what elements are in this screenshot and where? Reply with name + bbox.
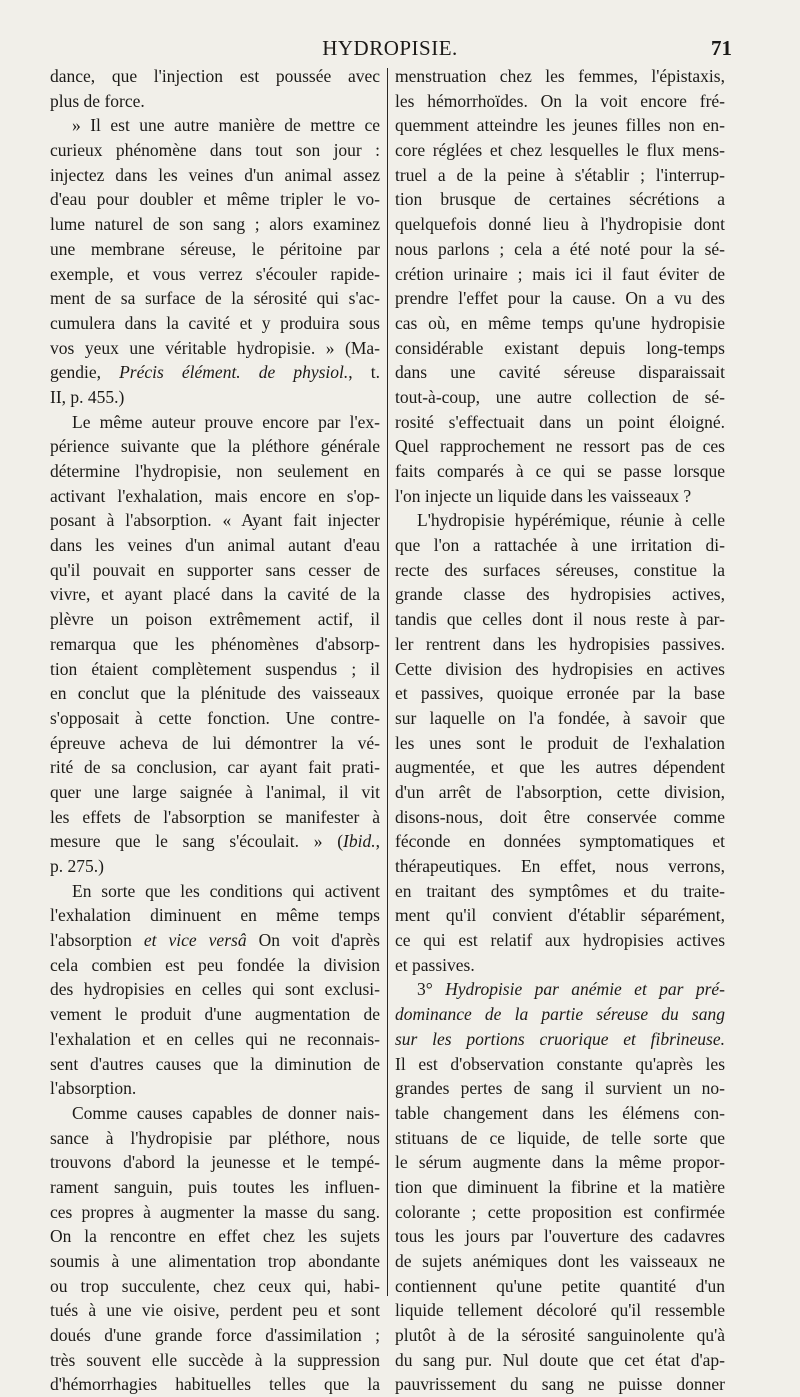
text-line [50,336,380,361]
text-line-roman: périence suivante que la pléthore générale [50,436,380,457]
text-columns [50,64,726,1395]
text-line-roman: augmentée, et que les autres dépendent [395,757,725,778]
text-line-roman: une membrane séreuse, le péritoine par [50,238,380,259]
text-line [395,64,725,89]
text-line-roman: On la rencontre en effet chez les sujets [50,1226,380,1247]
text-line [50,1175,380,1200]
text-line [50,780,380,805]
text-line-roman: Comme causes capables de donner nais- [72,1102,380,1123]
text-line-roman: en conclut que la plénitude des vaisseaux [50,683,380,704]
text-line [50,1249,380,1274]
page-number: 71 [711,36,732,60]
text-line-roman: le sérum augmente dans la même propor- [395,1152,725,1173]
text-line [50,903,380,928]
text-line-roman: L'hydropisie hypérémique, réunie à celle [417,510,725,531]
text-line [50,262,380,287]
text-line-roman: pauvrissement du sang ne puisse donner [395,1374,725,1395]
text-line-roman: table changement dans les élémens con- [395,1102,725,1123]
text-line [395,1323,725,1348]
text-line-roman: plus de force. [50,90,145,111]
text-line-roman: considérable existant depuis long-temps [395,337,725,358]
text-line [50,582,380,607]
text-line-roman: 3° [417,979,446,1000]
text-line [395,1101,725,1126]
text-line-roman: nous parlons ; cela a été noté pour la sé- [395,238,725,259]
text-line [50,459,380,484]
text-line-roman: tion que diminuent la fibrine et la matière [395,1176,725,1197]
text-line-roman: dans une cavité séreuse disparaissait [395,362,725,383]
text-line [395,286,725,311]
text-line-roman: que l'on a rattachée à une irritation di- [395,535,725,556]
text-line-roman: tion brusque de certaines sécrétions a [395,189,725,210]
text-line-roman: dans les veines d'un animal autant d'eau [50,535,380,556]
left-column [50,64,380,1395]
text-line [395,731,725,756]
text-line [50,385,380,410]
text-line [50,681,380,706]
text-line-italic: Précis élément. de physiol. [119,362,349,383]
text-line-roman: féconde en données symptomatiques et [395,831,725,852]
text-line-roman: l'on injecte un liquide dans les vaisseaux ? [395,485,692,506]
text-line-roman: trouvons d'abord la jeunesse et le tempé- [50,1152,380,1173]
text-line [50,1150,380,1175]
text-line [395,657,725,682]
text-line [395,879,725,904]
text-line [395,1175,725,1200]
text-line [50,1224,380,1249]
text-line [395,508,725,533]
text-line [395,484,725,509]
text-line [50,163,380,188]
text-line [50,1200,380,1225]
text-line-roman: grande classe des hydropisies actives, [395,584,725,605]
text-line-roman: très souvent elle succède à la suppression [50,1349,380,1370]
text-line [395,829,725,854]
text-line [50,731,380,756]
text-line-roman: quelquefois donné lieu à l'hydropisie dont [395,214,725,235]
text-line-roman: p. 275.) [50,856,104,876]
text-line [50,434,380,459]
text-line [50,138,380,163]
text-line [395,1076,725,1101]
text-line-roman: plèvre un poison extrêmement actif, il [50,609,380,630]
text-line-roman: ce qui est relatif aux hydropisies actives [395,930,725,951]
text-line [50,1002,380,1027]
text-line-roman-tail: , t. [348,362,380,383]
text-line-roman: posant à l'absorption. « Ayant fait injecter [50,510,380,531]
text-line [50,360,380,385]
text-line-roman: vement le produit d'une augmentation de [50,1004,380,1025]
text-line-roman: Le même auteur prouve encore par l'ex- [72,411,380,432]
text-line-roman: II, p. 455.) [50,386,125,407]
text-line [50,533,380,558]
text-line [395,558,725,583]
text-line [50,1126,380,1151]
text-line [395,262,725,287]
text-line [395,977,725,1002]
text-line-roman: épreuve acheva de lui démontrer la vé- [50,732,380,753]
text-line-roman-tail: , [375,831,380,852]
text-line-roman: détermine l'hydropisie, non seulement en [50,461,380,481]
text-line [50,953,380,978]
text-line-roman: sur laquelle on l'a fondée, à savoir que [395,707,725,728]
text-line [395,187,725,212]
text-line-roman: tués à une vie oisive, perdent peu et sont [50,1300,380,1321]
text-line-roman: tion étaient complètement suspendus ; il [50,658,380,679]
text-line [395,1348,725,1373]
right-column [395,64,726,1395]
text-line-roman: recte des surfaces séreuses, constitue la [395,559,725,580]
text-line [395,953,725,978]
text-line [50,410,380,435]
text-line [395,755,725,780]
text-line [50,1274,380,1299]
text-line-roman: tandis que celles dont il nous reste à par- [395,609,725,630]
text-line-roman: remarqua que les phénomènes d'absorp- [50,633,380,654]
text-line [50,286,380,311]
text-line-roman: quemment atteindre les jeunes filles non en- [395,115,725,136]
text-line [50,89,380,114]
text-line-roman: doués d'une grande force d'assimilation ; [50,1325,380,1346]
text-line-roman: et passives. [395,954,475,975]
text-line [50,1348,380,1373]
text-line-roman: l'exhalation diminuent en même temps [50,905,380,926]
text-line-roman: les hémorrhoïdes. On la voit encore fré- [395,90,725,111]
text-line [395,582,725,607]
running-head [48,36,732,62]
text-line [50,657,380,682]
text-line-roman: ler rentrent dans les hydropisies passives. [395,633,725,654]
text-line-roman: injectez dans les veines d'un animal assez [50,164,380,185]
text-line-roman: Il est d'observation constante qu'après les [395,1053,725,1074]
text-line-roman: quer une large saignée à l'animal, il vit [50,781,380,802]
text-line-roman: curieux phénomène dans tout son jour : [50,140,380,161]
text-line-roman: activant l'exhalation, mais encore en s'op- [50,485,380,506]
text-line-italic: Hydropisie par anémie et par pré- [445,979,726,1000]
text-line-roman: vivre, et ayant placé dans la cavité de la [50,584,380,605]
text-line [50,311,380,336]
text-line-italic: Ibid. [343,831,376,852]
text-line-roman: s'opposait à cette fonction. Une contre- [50,707,380,728]
text-line [395,138,725,163]
text-line [50,1052,380,1077]
text-line-roman: colorante ; cette proposition est confirmée [395,1201,725,1222]
text-line-roman: du sang pur. Nul doute que cet état d'ap- [395,1349,725,1370]
text-line-roman: les effets de l'absorption se manifester à [50,806,380,827]
text-line-roman: crétion urinaire ; mais ici il faut éviter de [395,263,725,284]
text-line [50,706,380,731]
text-line-roman: soumis à une alimentation trop abondante [50,1251,380,1271]
text-line [50,1323,380,1348]
text-line-roman: l'absorption. [50,1078,137,1099]
text-line [395,706,725,731]
text-line [395,607,725,632]
text-line-roman-tail: On voit d'après [246,930,380,951]
text-line-roman: ces propres à augmenter la masse du sang. [50,1201,380,1222]
text-line-roman: et passives, quoique erronée par la base [395,683,725,704]
text-line-italic: dominance de la partie séreuse du sang [395,1004,725,1025]
text-line [395,1298,725,1323]
text-line-roman: disons-nous, doit être conservée comme [395,806,725,827]
text-line [50,1076,380,1101]
column-divider [387,68,388,1296]
text-line [395,1372,725,1397]
text-line-roman: truel a de la peine à s'établir ; l'interrup- [395,164,725,185]
text-line-roman: » Il est une autre manière de mettre ce [72,115,380,136]
text-line [395,434,725,459]
text-line [395,1150,725,1175]
text-line [395,237,725,262]
text-line-roman: cela combien est peu fondée la division [50,954,380,975]
text-line-roman: liquide tellement décoloré qu'il ressemble [395,1300,725,1321]
text-line-roman: gendie, [50,362,120,383]
text-line [50,805,380,830]
text-line [50,484,380,509]
text-line [395,928,725,953]
text-line-roman: tous les jours par l'ouverture des cadavres [395,1226,725,1247]
text-line-roman: Quel rapprochement ne ressort pas de ces [395,436,725,457]
text-line [50,977,380,1002]
text-line-roman: menstruation chez les femmes, l'épistaxis, [395,66,725,86]
text-line-roman: tout-à-coup, une autre collection de sé- [395,386,725,407]
text-line [50,558,380,583]
text-line-roman: ment qu'il convient d'établir séparément, [395,905,725,926]
text-line-roman: rité de sa conclusion, car ayant fait prati- [50,757,380,778]
text-line-roman: qu'il pouvait en supporter sans cesser de [50,559,380,580]
text-line-roman: des hydropisies en celles qui sont exclusi- [50,979,380,1000]
text-line [395,410,725,435]
text-line [395,903,725,928]
text-line-roman: faits comparés à ce qui se passe lorsque [395,461,725,481]
text-line [50,854,380,879]
text-line [395,385,725,410]
text-line-roman: vos yeux une véritable hydropisie. » (Ma- [50,337,380,358]
text-line [395,1200,725,1225]
text-line [395,1002,725,1027]
text-line-roman: rament sanguin, puis toutes les influen- [50,1176,380,1197]
text-line [50,1027,380,1052]
text-line-italic: et vice versâ [143,930,247,951]
text-line [395,311,725,336]
text-line-roman: d'hémorrhagies habituelles telles que la [50,1374,380,1395]
text-line [50,1372,380,1397]
text-line-roman: les unes sont le produit de l'exhalation [395,732,725,753]
text-line [50,508,380,533]
text-line [50,64,380,89]
text-line-roman: stituans de ce liquide, de telle sorte que [395,1127,725,1148]
text-line-roman: en traitant des symptômes et du traite- [395,880,725,901]
text-line [50,755,380,780]
text-line [395,459,725,484]
text-line-roman: En sorte que les conditions qui activent [72,880,380,901]
text-line-roman: core réglées et chez lesquelles le flux mens- [395,140,725,161]
text-line-roman: grandes pertes de sang il survient un no- [395,1078,725,1099]
text-line-roman: ou trop succulente, chez ceux qui, habi- [50,1275,380,1296]
text-line-roman: sance à l'hydropisie par pléthore, nous [50,1127,380,1148]
text-line [50,113,380,138]
text-line [395,1126,725,1151]
text-line [50,829,380,854]
text-line-roman: d'eau pour doubler et même tripler le vo- [50,189,380,210]
text-line [50,928,380,953]
text-line-roman: de sujets anémiques dont les vaisseaux ne [395,1251,725,1271]
text-line-italic: sur les portions cruorique et fibrineuse. [395,1028,725,1049]
text-line-roman: thérapeutiques. En effet, nous verrons, [395,856,725,876]
text-line [395,336,725,361]
text-line-roman: contiennent qu'une petite quantité d'un [395,1275,725,1296]
text-line-roman: l'exhalation et en celles qui ne reconnais- [50,1028,380,1049]
text-line-roman: exemple, et vous verrez s'écouler rapide- [50,263,380,284]
text-line-roman: prendre l'effet pour la cause. On a vu des [395,288,725,309]
text-line [395,533,725,558]
text-line [395,163,725,188]
text-line [395,1224,725,1249]
text-line [395,360,725,385]
text-line [50,1298,380,1323]
text-line [395,632,725,657]
text-line [395,681,725,706]
text-line [50,607,380,632]
text-line [395,113,725,138]
text-line [50,1101,380,1126]
text-line-roman: lume naturel de son sang ; alors examinez [50,214,380,235]
text-line-roman: dance, que l'injection est poussée avec [50,66,380,86]
text-line-roman: rosité s'effectuait dans un point éloigné. [395,411,725,432]
text-line-roman: Cette division des hydropisies en actives [395,658,725,679]
text-line [395,805,725,830]
text-line [395,780,725,805]
text-line-roman: cumulera dans la cavité et y produira sous [50,312,380,333]
text-line [395,1027,725,1052]
text-line-roman: d'un arrêt de l'absorption, cette division, [395,781,725,802]
text-line-roman: ment de sa surface de la sérosité qui s'ac- [50,288,380,309]
text-line [395,854,725,879]
text-line-roman: sent d'autres causes que la diminution de [50,1053,380,1074]
text-line [395,212,725,237]
text-line [50,632,380,657]
text-line-roman: mesure que le sang s'écoulait. » ( [50,831,344,852]
running-title: HYDROPISIE. [322,36,458,60]
text-line-roman: l'absorption [50,930,144,951]
text-line [395,89,725,114]
text-line [50,212,380,237]
text-line [395,1249,725,1274]
text-line [395,1052,725,1077]
text-line [395,1274,725,1299]
text-line-roman: cas où, en même temps qu'une hydropisie [395,312,725,333]
text-line [50,187,380,212]
text-line-roman: plutôt à de la sérosité sanguinolente qu'à [395,1325,725,1346]
text-line [50,237,380,262]
text-line [50,879,380,904]
